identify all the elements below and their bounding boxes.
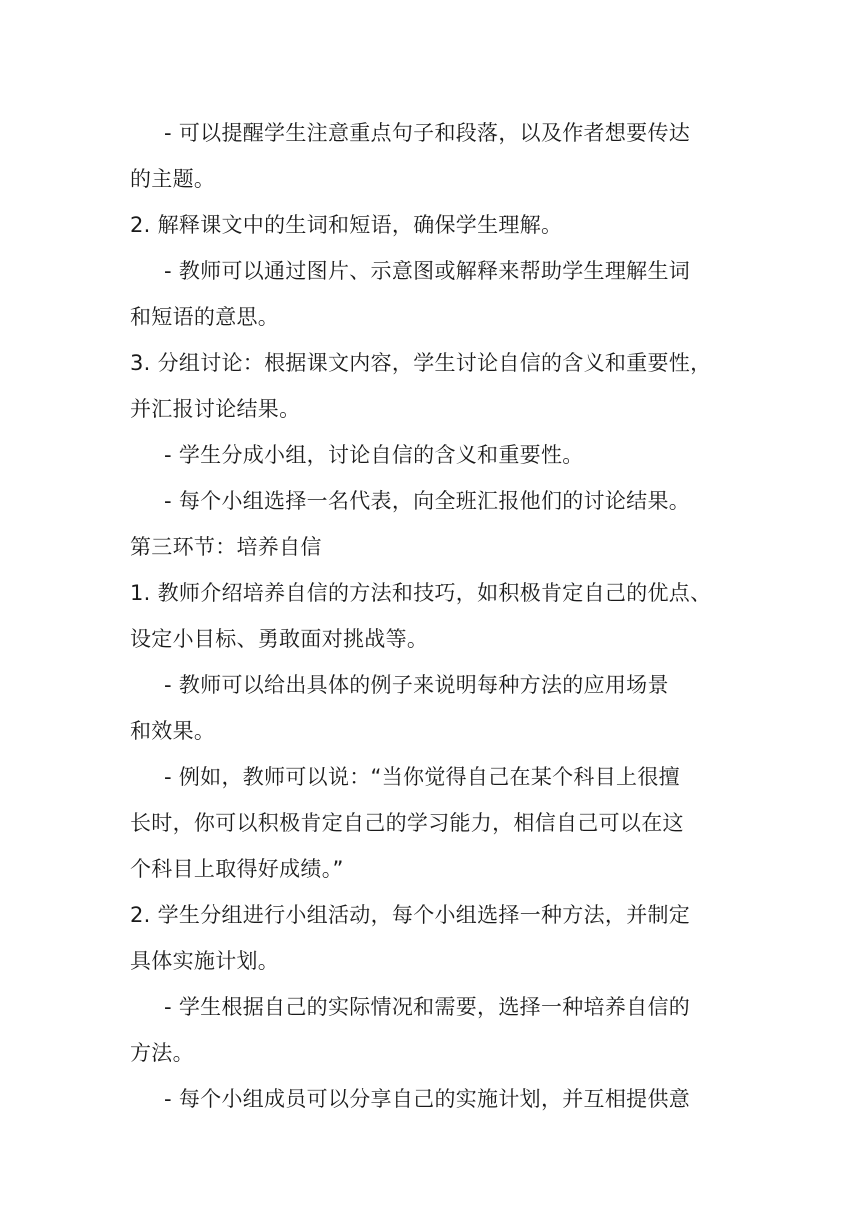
- continuation-line: 长时，你可以积极肯定自己的学习能力，相信自己可以在这: [130, 811, 684, 835]
- continuation-line: 方法。: [130, 1041, 194, 1065]
- section-heading: 第三环节：培养自信: [130, 535, 322, 559]
- numbered-item-line: 2. 学生分组进行小组活动，每个小组选择一种方法，并制定: [130, 903, 691, 927]
- numbered-item-line: 3. 分组讨论：根据课文内容，学生讨论自信的含义和重要性，: [130, 351, 712, 375]
- bullet-line: - 教师可以给出具体的例子来说明每种方法的应用场景: [164, 673, 669, 697]
- continuation-line: 设定小目标、勇敢面对挑战等。: [130, 627, 429, 651]
- bullet-line: - 学生根据自己的实际情况和需要，选择一种培养自信的: [164, 995, 691, 1019]
- bullet-line: - 可以提醒学生注意重点句子和段落，以及作者想要传达: [164, 121, 691, 145]
- bullet-line: - 每个小组选择一名代表，向全班汇报他们的讨论结果。: [164, 489, 691, 513]
- bullet-line: - 学生分成小组，讨论自信的含义和重要性。: [164, 443, 584, 467]
- continuation-line: 和效果。: [130, 719, 216, 743]
- document-body: [130, 110, 750, 1122]
- bullet-line: - 教师可以通过图片、示意图或解释来帮助学生理解生词: [164, 259, 691, 283]
- continuation-line: 并汇报讨论结果。: [130, 397, 301, 421]
- bullet-line: - 例如，教师可以说：“当你觉得自己在某个科目上很擅: [164, 765, 680, 789]
- continuation-line: 个科目上取得好成绩。”: [130, 857, 344, 881]
- bullet-line: - 每个小组成员可以分享自己的实施计划，并互相提供意: [164, 1087, 691, 1111]
- continuation-line: 具体实施计划。: [130, 949, 280, 973]
- numbered-item-line: 1. 教师介绍培养自信的方法和技巧，如积极肯定自己的优点、: [130, 581, 712, 605]
- continuation-line: 的主题。: [130, 167, 216, 191]
- continuation-line: 和短语的意思。: [130, 305, 280, 329]
- numbered-item-line: 2. 解释课文中的生词和短语，确保学生理解。: [130, 213, 563, 237]
